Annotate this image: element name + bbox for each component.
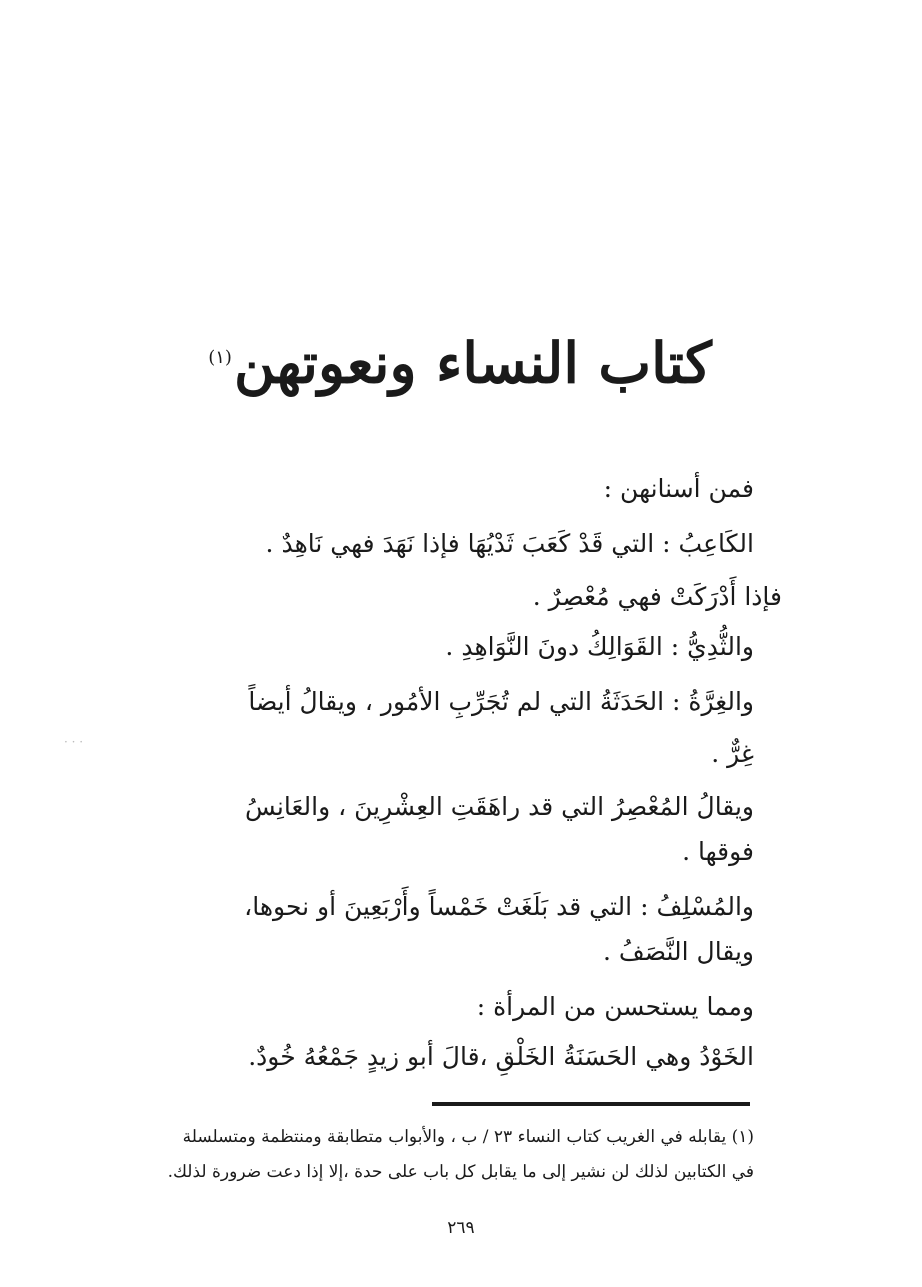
- paragraph-line: فوقها .: [682, 837, 754, 866]
- paragraph-line: الكَاعِبُ : التي قَدْ كَعَبَ ثَدْيُهَا فإذا نَهَدَ فهي نَاهِدٌ .: [265, 529, 754, 558]
- paragraph-line: فمن أسنانهن :: [603, 474, 754, 503]
- footnote-marker: (١): [208, 347, 232, 368]
- paragraph-line: ويقالُ المُعْصِرُ التي قد راهَقَتِ العِشْرِينَ ، والعَانِسُ: [245, 792, 754, 821]
- footnote-line: (١) يقابله في الغريب كتاب النساء ٢٣ / ب ، والأبواب متطابقة ومنتظمة ومتسلسلة: [182, 1127, 754, 1147]
- paragraph-line: ويقال النَّصَفُ .: [603, 937, 754, 966]
- footnote-line: في الكتابين لذلك لن نشير إلى ما يقابل كل باب على حدة ،إلا إذا دعت ضرورة لذلك.: [167, 1162, 754, 1182]
- chapter-title: [160, 318, 760, 404]
- paragraph-line: الخَوْدُ وهي الحَسَنَةُ الخَلْقِ ،قالَ أبو زيدٍ جَمْعُهُ خُودٌ.: [248, 1042, 754, 1071]
- footnote-divider: [432, 1102, 750, 1106]
- chapter-title-text: كتاب النساء ونعوتهن: [233, 330, 712, 397]
- paragraph-line: فإذا أَدْرَكَتْ فهي مُعْصِرٌ .: [532, 582, 782, 611]
- paragraph-line: ومما يستحسن من المرأة :: [476, 992, 754, 1021]
- paragraph-line: غِرٌّ .: [711, 739, 754, 768]
- scan-speck: · · ·: [64, 735, 84, 749]
- paragraph-line: والمُسْلِفُ : التي قد بَلَغَتْ خَمْساً وأَرْبَعِينَ أو نحوها،: [244, 892, 754, 921]
- paragraph-line: والغِرَّةُ : الحَدَثَةُ التي لم تُجَرِّبِ الأمُور ، ويقالُ أيضاً: [248, 687, 754, 716]
- page-number: ٢٦٩: [447, 1218, 475, 1238]
- paragraph-line: والثُّدِيُّ : القَوَالِكُ دونَ النَّوَاهِدِ .: [445, 632, 754, 661]
